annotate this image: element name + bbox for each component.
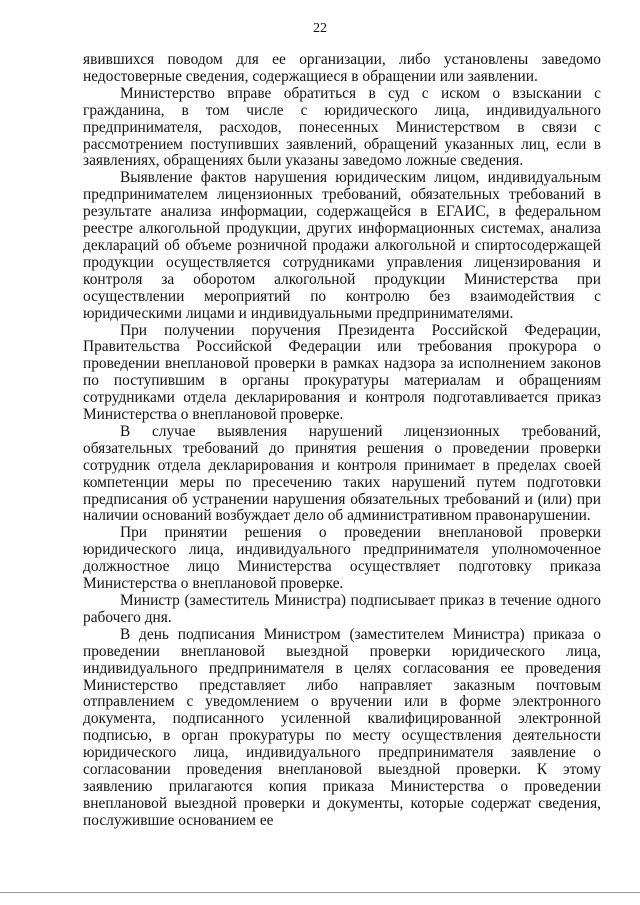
paragraph-president-order: При получении поручения Президента Российской Федерации, Правительства Российской Федерации или требования прокурора о проведении внеплановой проверки в рамках надзора за исполнением законов по поступившим в органы прокуратуры материалам и обращениям сотрудниками отдела декларирования и контроля подготавливается приказ Министерства о внеплановой проверке. <box>83 321 601 424</box>
paragraph-violations: В случае выявления нарушений лицензионных требований, обязательных требований до принятия решения о проведении проверки сотрудник отдела декларирования и контроля принимает в пределах своей компетенции меры по пресечению таких нарушений путем подготовки предписания об устранении нарушения обязательных требований и (или) при наличии оснований возбуждает дело об административном правонарушении. <box>83 422 601 525</box>
paragraph-court-claim: Министерство вправе обратиться в суд с иском о взыскании с гражданина, в том числе с юридического лица, индивидуального предпринимателя, расходов, понесенных Министерством в связи с рассмотрением поступивших заявлений, обращений указанных лиц, если в заявлениях, обращениях были указаны заведомо ложные сведения. <box>83 84 601 170</box>
bottom-divider <box>0 892 640 893</box>
paragraph-egais-analysis: Выявление фактов нарушения юридическим лицом, индивидуальным предпринимателем лицензионных требований, обязательных требований в результате анализа информации, содержащейся в ЕГАИС, в федеральном реестре алкогольной продукции, других информационных системах, анализа деклараций об объеме розничной продажи алкогольной и спиртосодержащей продукции осуществляется сотрудниками управления лицензирования и контроля за оборотом алкогольной продукции Министерства при осуществлении мероприятий по контролю без взаимодействия с юридическими лицами и индивидуальными предпринимателями. <box>83 169 601 322</box>
page-number: 22 <box>313 21 327 36</box>
document-body <box>83 52 601 830</box>
paragraph-decision: При принятии решения о проведении внеплановой проверки юридического лица, индивидуального предпринимателя уполномоченное должностное лицо Министерства осуществляет подготовку приказа Министерства о внеплановой проверке. <box>83 524 601 593</box>
paragraph-minister-signs: Министр (заместитель Министра) подписывает приказ в течение одного рабочего дня. <box>83 592 601 626</box>
paragraph-continuation: явившихся поводом для ее организации, либо установлены заведомо недостоверные сведения, содержащиеся в обращении или заявлении. <box>83 51 601 85</box>
paragraph-prosecutor-approval: В день подписания Министром (заместителем Министра) приказа о проведении внеплановой выездной проверки юридического лица, индивидуального предпринимателя в целях согласования ее проведения Министерство представляет либо направляет заказным почтовым отправлением с уведомлением о вручении или в форме электронного документа, подписанного усиленной квалифицированной электронной подписью, в орган прокуратуры по месту осуществления деятельности юридического лица, индивидуального предпринимателя заявление о согласовании проведения внеплановой выездной проверки. К этому заявлению прилагаются копия приказа Министерства о проведении внеплановой выездной проверки и документы, которые содержат сведения, послужившие основанием ее <box>83 625 601 829</box>
